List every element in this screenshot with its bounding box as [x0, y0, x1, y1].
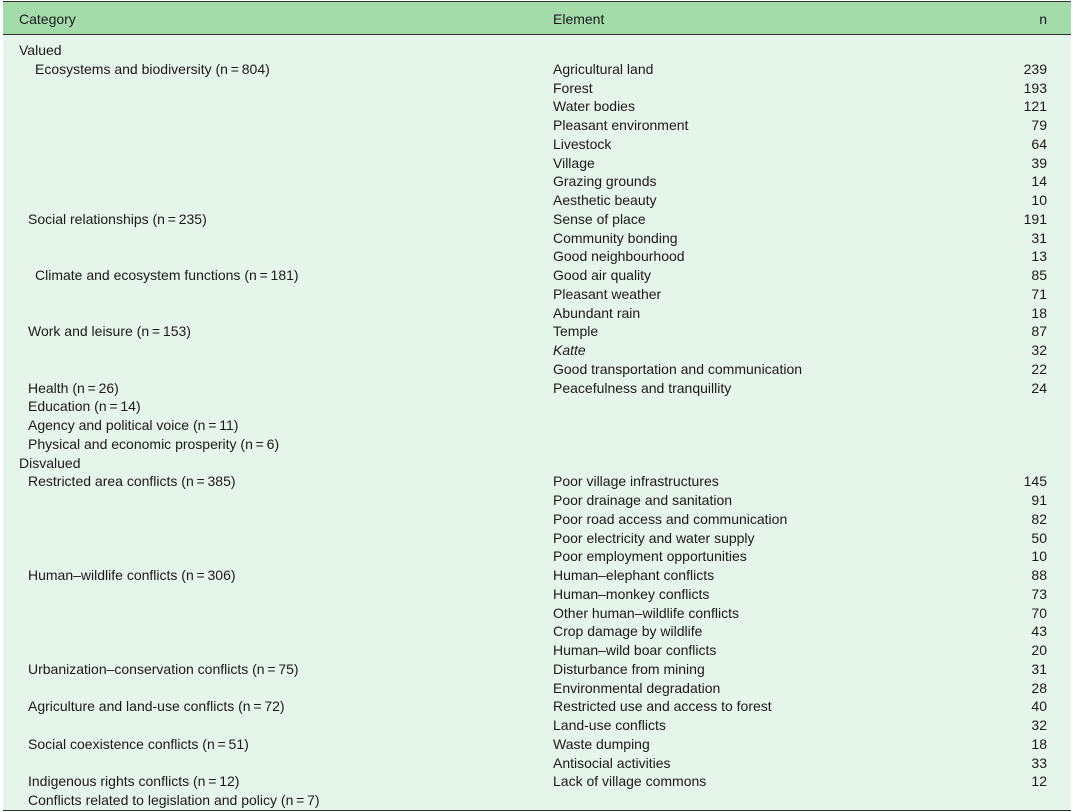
count-cell: 31: [1031, 660, 1047, 677]
element-cell: Poor electricity and water supply: [553, 529, 755, 546]
header-n: n: [1039, 11, 1047, 27]
count-cell: 12: [1031, 773, 1047, 790]
element-cell: Temple: [553, 323, 599, 340]
count-cell: 13: [1031, 248, 1047, 265]
element-cell: Human–wild boar conflicts: [553, 642, 717, 658]
element-cell: Pleasant weather: [553, 285, 662, 302]
count-cell: 18: [1031, 735, 1047, 752]
table-row: [3, 754, 1071, 773]
table-row: [3, 135, 1071, 154]
table-row: [3, 491, 1071, 510]
category-cell: Ecosystems and biodiversity (n = 804): [35, 60, 270, 77]
count-cell: 91: [1031, 492, 1047, 508]
table-row: [3, 791, 1071, 810]
category-cell: Social coexistence conflicts (n = 51): [28, 735, 249, 752]
category-cell: Valued: [19, 42, 62, 58]
count-cell: 239: [1023, 60, 1047, 77]
element-cell: Antisocial activities: [553, 754, 671, 771]
element-cell: Lack of village commons: [553, 773, 707, 790]
element-cell: Poor drainage and sanitation: [553, 492, 733, 508]
table-row: [3, 191, 1071, 210]
table-row: [3, 285, 1071, 304]
element-cell: Other human–wildlife conflicts: [553, 604, 739, 621]
table-row: [3, 60, 1071, 79]
element-cell: Good neighbourhood: [553, 248, 685, 265]
count-cell: 88: [1031, 567, 1047, 583]
table-row: [3, 97, 1071, 116]
table-row: [3, 41, 1071, 60]
category-cell: Conflicts related to legislation and policy (n = 7): [28, 792, 320, 808]
table-row: [3, 772, 1071, 791]
count-cell: 87: [1031, 323, 1047, 340]
category-cell: Social relationships (n = 235): [28, 210, 207, 227]
count-cell: 73: [1031, 585, 1047, 602]
count-cell: 24: [1031, 379, 1047, 396]
table-row: [3, 454, 1071, 473]
category-cell: Indigenous rights conflicts (n = 12): [28, 773, 240, 790]
element-cell: Poor road access and communication: [553, 510, 788, 527]
count-cell: 20: [1031, 642, 1047, 658]
count-cell: 31: [1031, 229, 1047, 246]
element-cell: Restricted use and access to forest: [553, 698, 772, 715]
element-cell: Livestock: [553, 135, 612, 152]
count-cell: 79: [1031, 117, 1047, 133]
table-body: [3, 35, 1071, 810]
count-cell: 191: [1023, 210, 1047, 227]
category-cell: Work and leisure (n = 153): [28, 323, 191, 340]
category-cell: Urbanization–conservation conflicts (n = 75): [28, 660, 299, 677]
count-cell: 82: [1031, 510, 1047, 527]
table-row: [3, 416, 1071, 435]
element-cell: Good transportation and communication: [553, 360, 803, 377]
category-cell: Human–wildlife conflicts (n = 306): [28, 567, 236, 583]
element-cell: Land-use conflicts: [553, 717, 666, 733]
count-cell: 64: [1031, 135, 1047, 152]
count-cell: 43: [1031, 623, 1047, 640]
element-cell: Water bodies: [553, 98, 635, 115]
table-row: [3, 472, 1071, 491]
category-cell: Disvalued: [19, 454, 81, 471]
element-cell: Crop damage by wildlife: [553, 623, 703, 640]
count-cell: 85: [1031, 267, 1047, 283]
category-cell: Restricted area conflicts (n = 385): [28, 473, 236, 490]
table-row: [3, 716, 1071, 735]
count-cell: 39: [1031, 154, 1047, 171]
category-cell: Health (n = 26): [28, 379, 119, 396]
element-cell: Community bonding: [553, 229, 678, 246]
count-cell: 18: [1031, 304, 1047, 321]
element-cell: Katte: [553, 342, 586, 358]
table-row: [3, 341, 1071, 360]
header-element: Element: [553, 11, 605, 27]
category-cell: Education (n = 14): [28, 398, 141, 415]
table-row: [3, 697, 1071, 716]
element-cell: Grazing grounds: [553, 173, 657, 190]
count-cell: 121: [1023, 98, 1047, 115]
element-cell: Agricultural land: [553, 60, 654, 77]
count-cell: 145: [1023, 473, 1047, 490]
element-cell: Pleasant environment: [553, 117, 689, 133]
element-cell: Environmental degradation: [553, 679, 721, 696]
table-row: [3, 304, 1071, 323]
element-cell: Sense of place: [553, 210, 646, 227]
table-row: [3, 604, 1071, 623]
element-cell: Poor employment opportunities: [553, 548, 747, 565]
count-cell: 32: [1031, 717, 1047, 733]
count-cell: 40: [1031, 698, 1047, 715]
element-cell: Village: [553, 154, 595, 171]
table-row: [3, 641, 1071, 660]
table-row: [3, 379, 1071, 398]
table-row: [3, 585, 1071, 604]
table-row: [3, 566, 1071, 585]
element-cell: Aesthetic beauty: [553, 192, 657, 208]
data-table: [3, 1, 1071, 811]
table-row: [3, 154, 1071, 173]
table-row: [3, 116, 1071, 135]
count-cell: 32: [1031, 342, 1047, 358]
count-cell: 28: [1031, 679, 1047, 696]
count-cell: 10: [1031, 192, 1047, 208]
count-cell: 33: [1031, 754, 1047, 771]
table-row: [3, 229, 1071, 248]
table-row: [3, 679, 1071, 698]
table-row: [3, 79, 1071, 98]
count-cell: 10: [1031, 548, 1047, 565]
count-cell: 193: [1023, 79, 1047, 96]
table-row: [3, 397, 1071, 416]
element-cell: Human–monkey conflicts: [553, 585, 710, 602]
category-cell: Climate and ecosystem functions (n = 181): [35, 267, 299, 283]
category-cell: Agriculture and land-use conflicts (n = 72): [28, 698, 285, 715]
element-cell: Abundant rain: [553, 304, 641, 321]
count-cell: 14: [1031, 173, 1047, 190]
category-cell: Agency and political voice (n = 11): [28, 417, 239, 433]
table-row: [3, 210, 1071, 229]
table-row: [3, 622, 1071, 641]
count-cell: 71: [1031, 285, 1047, 302]
table-row: [3, 266, 1071, 285]
category-cell: Physical and economic prosperity (n = 6): [28, 435, 280, 452]
element-cell: Waste dumping: [553, 735, 650, 752]
table-row: [3, 735, 1071, 754]
element-cell: Forest: [553, 79, 593, 96]
element-cell: Human–elephant conflicts: [553, 567, 715, 583]
element-cell: Disturbance from mining: [553, 660, 705, 677]
element-cell: Peacefulness and tranquillity: [553, 379, 732, 396]
table-header: [3, 1, 1071, 35]
table-row: [3, 247, 1071, 266]
table-row: [3, 172, 1071, 191]
count-cell: 70: [1031, 604, 1047, 621]
element-cell: Poor village infrastructures: [553, 473, 719, 490]
element-cell: Good air quality: [553, 267, 652, 283]
count-cell: 22: [1031, 360, 1047, 377]
table-row: [3, 322, 1071, 341]
table-row: [3, 660, 1071, 679]
table-row: [3, 360, 1071, 379]
count-cell: 50: [1031, 529, 1047, 546]
table-row: [3, 510, 1071, 529]
header-category: Category: [19, 11, 76, 27]
table-row: [3, 529, 1071, 548]
table-row: [3, 435, 1071, 454]
table-row: [3, 547, 1071, 566]
